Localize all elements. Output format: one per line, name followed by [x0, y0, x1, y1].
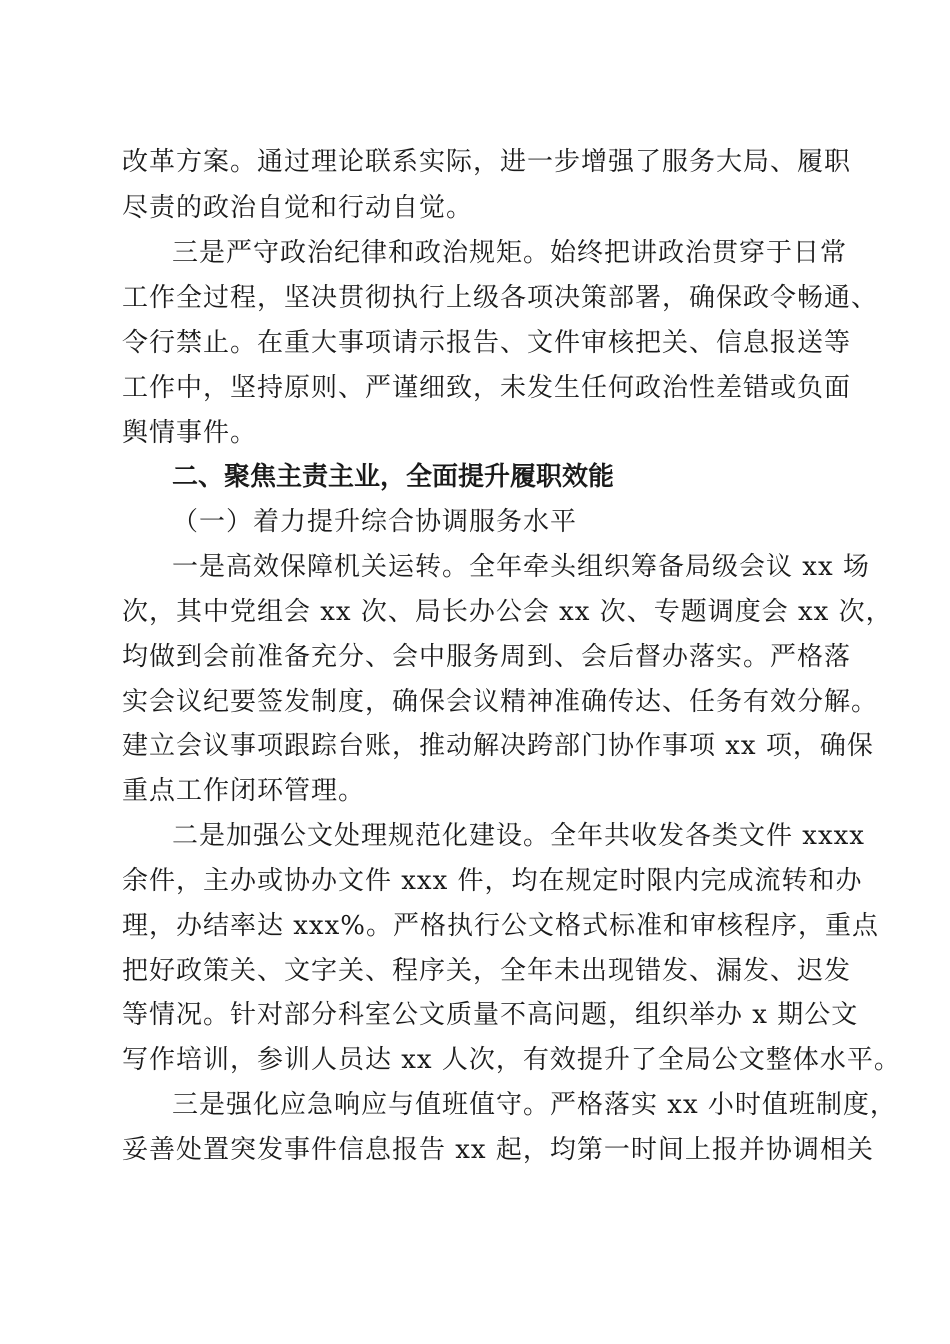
paragraph-line: 余件，主办或协办文件 xxx 件，均在规定时限内完成流转和办: [122, 866, 863, 896]
paragraph-line: [172, 550, 884, 584]
paragraph-line: 舆情事件。: [122, 418, 258, 448]
paragraph-line: [172, 819, 884, 853]
paragraph-line: 建立会议事项跟踪台账，推动解决跨部门协作事项 xx 项，确保: [122, 731, 874, 761]
paragraph-line: [172, 236, 884, 270]
paragraph-line: 次，其中党组会 xx 次、局长办公会 xx 次、专题调度会 xx 次，: [122, 597, 893, 627]
paragraph-lead: 一是高效保障机关运转。: [172, 552, 470, 582]
paragraph-line: 令行禁止。在重大事项请示报告、文件审核把关、信息报送等: [122, 328, 852, 358]
paragraph-text: 始终把讲政治贯穿于日常: [550, 238, 848, 268]
paragraph-text: 严格落实 xx 小时值班制度，: [550, 1090, 897, 1120]
paragraph-line: 等情况。针对部分科室公文质量不高问题，组织举办 x 期公文: [122, 1000, 859, 1030]
paragraph-line: 写作培训，参训人员达 xx 人次，有效提升了全局公文整体水平。: [122, 1045, 901, 1075]
section-heading: 二、聚焦主责主业，全面提升履职效能: [172, 462, 615, 492]
paragraph-line: 理，办结率达 xxx%。严格执行公文格式标准和审核程序，重点: [122, 911, 879, 941]
paragraph-line: 实会议纪要签发制度，确保会议精神准确传达、任务有效分解。: [122, 687, 879, 717]
paragraph-line: 妥善处置突发事件信息报告 xx 起，均第一时间上报并协调相关: [122, 1135, 874, 1165]
paragraph-line: 工作中，坚持原则、严谨细致，未发生任何政治性差错或负面: [122, 373, 852, 403]
paragraph-line: 工作全过程，坚决贯彻执行上级各项决策部署，确保政令畅通、: [122, 283, 879, 313]
paragraph-line: 把好政策关、文字关、程序关，全年未出现错发、漏发、迟发: [122, 956, 852, 986]
paragraph-line: 重点工作闭环管理。: [122, 776, 366, 806]
paragraph-lead: 三是严守政治纪律和政治规矩。: [172, 238, 551, 268]
paragraph-line: 均做到会前准备充分、会中服务周到、会后督办落实。严格落: [122, 642, 852, 672]
paragraph-lead: 二是加强公文处理规范化建设。: [172, 821, 551, 851]
paragraph-text: 全年共收发各类文件 xxxx: [550, 821, 865, 851]
subsection-heading: （一）着力提升综合协调服务水平: [172, 507, 578, 537]
paragraph-text: 全年牵头组织筹备局级会议 xx 场: [469, 552, 870, 582]
paragraph-lead: 三是强化应急响应与值班值守。: [172, 1090, 551, 1120]
paragraph-line: [172, 1088, 897, 1122]
paragraph-line: 改革方案。通过理论联系实际，进一步增强了服务大局、履职: [122, 147, 852, 177]
paragraph-line: 尽责的政治自觉和行动自觉。: [122, 193, 474, 223]
